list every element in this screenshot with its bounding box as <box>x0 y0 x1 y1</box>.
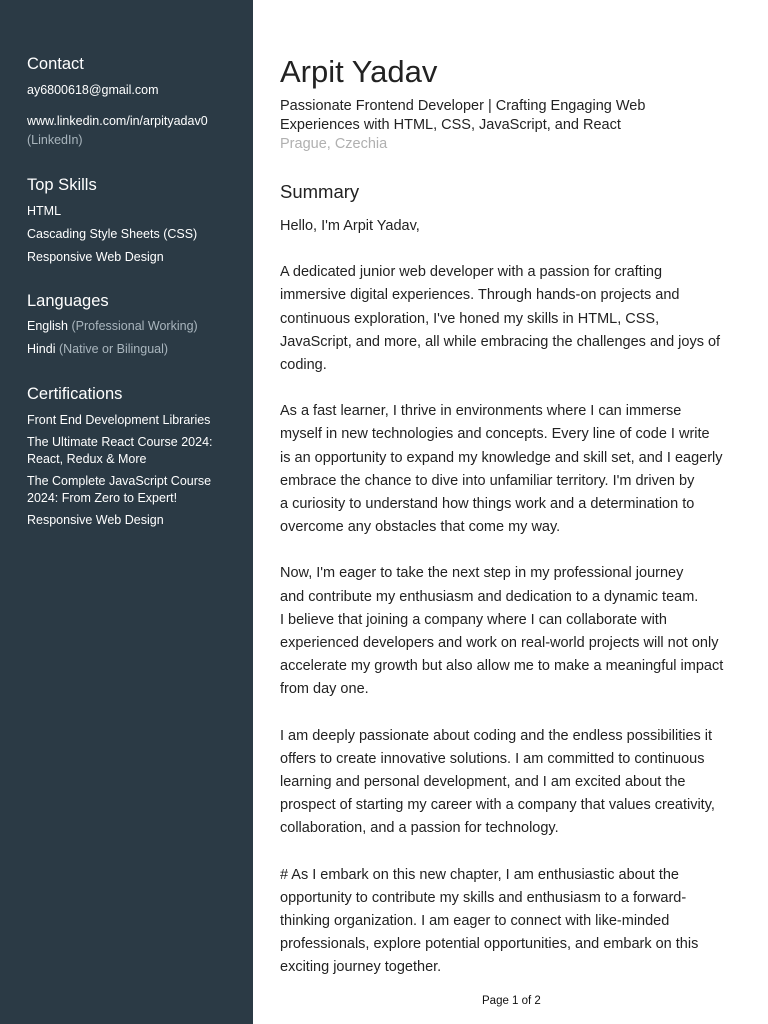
certification-line: The Complete JavaScript Course <box>27 474 212 488</box>
contact-heading: Contact <box>27 55 84 73</box>
headline <box>280 97 740 135</box>
certification-line: Front End Development Libraries <box>27 413 211 427</box>
linkedin-link[interactable]: www.linkedin.com/in/arpityadav0 <box>27 114 208 128</box>
summary-line: is an opportunity to expand my knowledge and skill set, and I eagerly <box>280 449 723 466</box>
language-name: Hindi <box>27 342 56 356</box>
languages-heading: Languages <box>27 292 109 310</box>
summary-line: immersive digital experiences. Through hands-on projects and <box>280 287 680 304</box>
certification-item <box>27 412 247 429</box>
summary-paragraph <box>280 864 750 980</box>
certification-item <box>27 512 247 529</box>
skill-item: Responsive Web Design <box>27 250 164 264</box>
summary-line: JavaScript, and more, all while embracing the challenges and joys of <box>280 333 721 350</box>
languages-section <box>27 291 247 358</box>
sidebar <box>0 0 253 1024</box>
certification-item <box>27 473 247 507</box>
certification-line: The Ultimate React Course 2024: <box>27 435 213 449</box>
summary-paragraph <box>280 261 750 377</box>
summary-line: exciting journey together. <box>280 959 442 976</box>
summary-line: learning and personal development, and I am excited about the <box>280 774 686 791</box>
language-item <box>27 341 247 358</box>
certification-item <box>27 434 247 468</box>
location: Prague, Czechia <box>280 136 388 152</box>
summary-line: overcome any obstacles that come my way. <box>280 519 561 536</box>
skill-item: HTML <box>27 204 62 218</box>
language-name: English <box>27 319 68 333</box>
linkedin-label: (LinkedIn) <box>27 133 83 147</box>
language-level: (Native or Bilingual) <box>58 342 169 356</box>
summary-line: As a fast learner, I thrive in environments where I can immerse <box>280 403 682 420</box>
top-skills-heading: Top Skills <box>27 176 97 194</box>
language-level: (Professional Working) <box>71 319 198 333</box>
summary-line: a curiosity to understand how things work and a determination to <box>280 496 695 513</box>
language-item <box>27 318 247 335</box>
summary-line: accelerate my growth but also allow me to make a meaningful impact <box>280 658 724 675</box>
summary-line: experienced developers and work on real-world projects will not only <box>280 635 719 652</box>
summary-paragraph <box>280 725 750 841</box>
headline-line: Experiences with HTML, CSS, JavaScript, and React <box>280 117 621 133</box>
certification-line: React, Redux & More <box>27 452 147 466</box>
headline-line: Passionate Frontend Developer | Crafting Engaging Web <box>280 98 646 114</box>
contact-section <box>27 54 247 149</box>
certification-line: Responsive Web Design <box>27 513 164 527</box>
person-name: Arpit Yadav <box>280 54 438 89</box>
summary-line: I believe that joining a company where I can collaborate with <box>280 611 667 628</box>
summary-line: Now, I'm eager to take the next step in my professional journey <box>280 565 684 582</box>
summary-line: continuous exploration, I've honed my skills in HTML, CSS, <box>280 310 660 327</box>
summary-line: coding. <box>280 357 327 374</box>
summary-paragraph <box>280 215 750 238</box>
certifications-section <box>27 384 247 529</box>
certification-line: 2024: From Zero to Expert! <box>27 491 178 505</box>
summary-line: A dedicated junior web developer with a passion for crafting <box>280 264 663 281</box>
summary-line: offers to create innovative solutions. I am committed to continuous <box>280 750 705 767</box>
summary-line: professionals, explore potential opportunities, and embark on this <box>280 936 699 953</box>
certifications-heading: Certifications <box>27 385 123 403</box>
summary-line: Hello, I'm Arpit Yadav, <box>280 218 420 234</box>
summary-heading: Summary <box>280 181 360 202</box>
summary-line: and contribute my enthusiasm and dedication to a dynamic team. <box>280 588 699 605</box>
skill-item: Cascading Style Sheets (CSS) <box>27 227 198 241</box>
summary-line: thinking organization. I am eager to connect with like-minded <box>280 913 670 930</box>
summary-line: # As I embark on this new chapter, I am enthusiastic about the <box>280 866 679 883</box>
summary-body <box>280 215 750 1003</box>
top-skills-section <box>27 175 247 266</box>
email-link[interactable]: ay6800618@gmail.com <box>27 83 159 97</box>
summary-line: I am deeply passionate about coding and the endless possibilities it <box>280 727 713 744</box>
summary-line: from day one. <box>280 681 369 698</box>
summary-paragraph <box>280 400 750 539</box>
summary-line: collaboration, and a passion for technology. <box>280 820 559 837</box>
summary-line: myself in new technologies and concepts. Every line of code I write <box>280 426 710 443</box>
summary-paragraph <box>280 562 750 701</box>
summary-line: embrace the chance to dive into unfamiliar territory. I'm driven by <box>280 472 695 489</box>
summary-line: prospect of starting my career with a company that values creativity, <box>280 797 715 814</box>
page-number: Page 1 of 2 <box>482 995 541 1007</box>
summary-line: opportunity to contribute my skills and enthusiasm to a forward- <box>280 889 687 906</box>
